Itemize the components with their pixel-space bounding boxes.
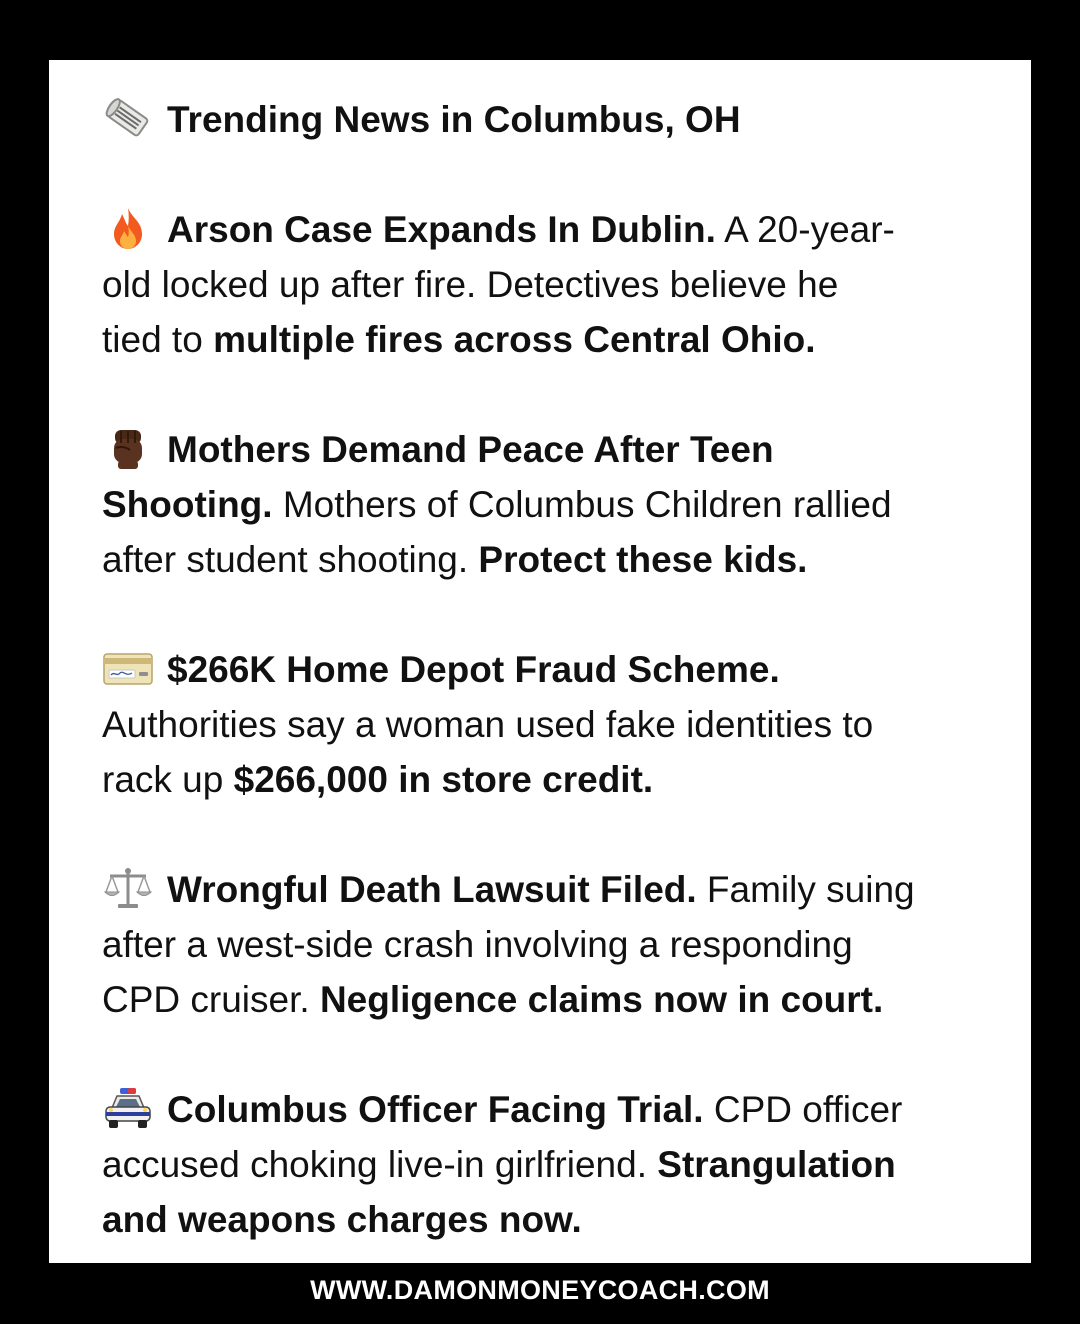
story-text: Mothers of Columbus Children rallied [272, 484, 892, 525]
story-text: Authorities say a woman used fake identities to [102, 704, 874, 745]
story-text: after a west-side crash involving a responding [102, 924, 853, 965]
news-card [49, 60, 1031, 1263]
story-text: accused choking live-in girlfriend. [102, 1144, 658, 1185]
balance-scale-icon [102, 866, 154, 910]
story-emphasis: Strangulation [657, 1144, 896, 1185]
credit-card-icon [102, 646, 154, 690]
story-text: CPD cruiser. [102, 979, 320, 1020]
news-item-lawsuit [102, 862, 983, 1027]
story-headline: Arson Case Expands In Dublin. [167, 209, 716, 250]
story-headline: Shooting. [102, 484, 273, 525]
story-headline: Mothers Demand Peace After Teen [167, 429, 774, 470]
story-text: CPD officer [703, 1089, 903, 1130]
story-text: A 20-year- [715, 209, 895, 250]
news-item-fraud [102, 642, 983, 807]
raised-fist-icon [102, 426, 154, 470]
story-text: Family suing [696, 869, 915, 910]
story-text: rack up [102, 759, 234, 800]
news-item-mothers-peace [102, 422, 983, 587]
story-text: old locked up after fire. Detectives believe he [102, 264, 839, 305]
story-text: after student shooting. [102, 539, 479, 580]
story-headline: $266K Home Depot Fraud Scheme. [167, 649, 780, 690]
newspaper-icon [102, 96, 154, 140]
page-title: Trending News in Columbus, OH [167, 99, 741, 140]
story-headline: Wrongful Death Lawsuit Filed. [167, 869, 697, 910]
news-item-officer-trial [102, 1082, 983, 1247]
story-emphasis: multiple fires across Central Ohio. [213, 319, 816, 360]
website-url: WWW.DAMONMONEYCOACH.COM [310, 1275, 770, 1305]
story-emphasis: Negligence claims now in court. [319, 979, 884, 1020]
page-title-row [102, 92, 983, 147]
news-item-arson [102, 202, 983, 367]
story-emphasis: $266,000 in store credit. [233, 759, 654, 800]
story-emphasis: Protect these kids. [478, 539, 808, 580]
police-car-icon [102, 1086, 154, 1130]
fire-icon [102, 206, 154, 250]
story-text: tied to [102, 319, 214, 360]
story-headline: Columbus Officer Facing Trial. [167, 1089, 704, 1130]
story-emphasis: and weapons charges now. [102, 1199, 582, 1240]
